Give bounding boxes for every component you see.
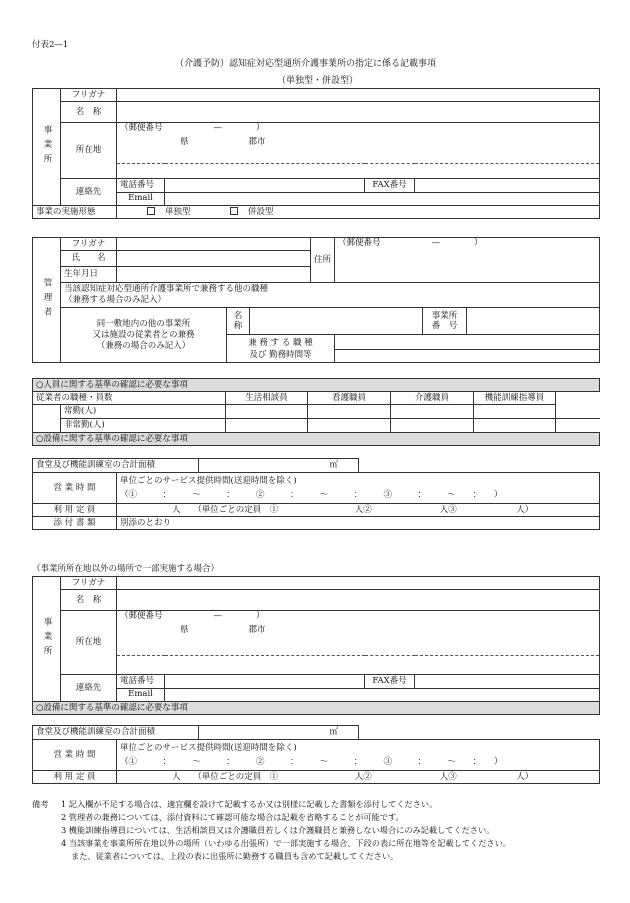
hours-line-1: 単位ごとのサービス提供時間(送迎時間を除く) [120,476,297,486]
full-time-caregiver-field[interactable] [391,405,474,419]
address-line2-field[interactable] [117,164,600,179]
branch-address-field[interactable] [117,611,600,656]
form-code: 付表2—1 [32,40,69,50]
branch-email-field[interactable] [165,688,600,702]
fax-field[interactable] [415,179,600,193]
office-name-field[interactable] [117,102,600,123]
address-label: 所在地 [61,123,117,179]
part-time-caregiver-field[interactable] [391,419,474,433]
branch-sqm-unit: ㎡ [329,727,339,737]
dining-area-label: 食堂及び機能訓練室の合計面積 [33,459,199,473]
attachments-label: 添 付 書 類 [33,517,117,530]
branch-business-hours-label: 営 業 時 間 [33,740,117,771]
same-site-label [61,308,227,363]
hours-line-2: （① ： ～ ： ② ： ～ ： ③ ： ～ ： ） [120,490,503,500]
combined-type-checkbox[interactable] [230,207,238,215]
branch-contact-label: 連絡先 [61,675,117,702]
tel-field[interactable] [165,179,365,193]
combined-type-label: 併設型 [247,206,274,217]
branch-furigana-field[interactable] [117,577,600,590]
staff-section-heading: ○人員に関する基準の確認に必要な事項 [33,379,600,392]
birthdate-label: 生年月日 [61,267,117,283]
part-time-counselor-field[interactable] [226,419,308,433]
branch-capacity-field[interactable] [117,771,600,784]
manager-furigana-label: フリガナ [61,238,117,251]
facility-name-label: 名 称 [227,308,250,335]
manager-name-label: 氏 名 [61,251,117,267]
manager-address-label: 住所 [311,238,335,283]
concurrent-duty-note: （兼務する場合のみ記入） [64,295,167,305]
branch-postal-text: （郵便番号 — ） [120,611,265,621]
same-site-text-2: 又は施設の従業者との兼務 [92,329,195,340]
capacity-text: 人 （単位ごとの定員 ① 人② 人③ 人） [172,504,534,515]
branch-tel-field[interactable] [165,675,365,689]
branch-section-label: 事業所 [33,577,61,702]
email-label: Email [117,192,165,206]
part-time-trainer-field[interactable] [474,419,556,433]
office-section-label: 事業所 [33,89,61,206]
fax-label: FAX番号 [365,179,415,193]
part-time-label: 非常勤(人) [61,419,226,433]
office-table [32,88,600,219]
furigana-label: フリガナ [61,89,117,102]
manager-furigana-field[interactable] [117,238,311,251]
sqm-unit: ㎡ [329,460,339,470]
full-time-counselor-field[interactable] [226,405,308,419]
branch-business-hours-field[interactable] [117,740,600,771]
county-city-text: 郡市 [248,137,266,147]
page-title: （介護予防）認知症対応型通所介護事業所の指定に係る記載事項 [175,59,437,69]
attachments-field: 別添のとおり [117,517,600,530]
same-site-text-3: （兼務の場合のみ記入） [96,340,191,351]
concurrent-job-field[interactable] [335,335,600,350]
mode-options [117,206,600,219]
staff-col-nurse: 看護職員 [308,392,391,405]
manager-table [32,237,600,363]
contact-label: 連絡先 [61,179,117,206]
full-time-trainer-field[interactable] [474,405,556,419]
branch-hours-line-1: 単位ごとのサービス提供時間(送迎時間を除く) [120,743,297,753]
staff-header-label: 従業者の職種・員数 [33,392,226,405]
dining-area-field[interactable] [199,459,359,473]
branch-prefecture-text: 県 [180,625,189,635]
facility-section-heading: ○設備に関する基準の確認に必要な事項 [33,433,600,446]
concurrent-job-label: 兼 務 す る 職 種 及び 勤務時間等 [227,335,335,363]
branch-dining-area-label: 食堂及び機能訓練室の合計面積 [33,726,199,740]
postal-code-text: （郵便番号 — ） [120,123,265,133]
concurrent-duty-text: 当該認知症対応型通所介護事業所で兼務する他の職種 [64,284,269,294]
address-field[interactable] [117,123,600,164]
staff-col-counselor: 生活相談員 [226,392,308,405]
branch-fax-label: FAX番号 [365,675,415,689]
office-number-label: 事業所 番 号 [423,308,467,335]
branch-name-field[interactable] [117,590,600,611]
branch-address-label: 所在地 [61,611,117,675]
branch-name-label: 名 称 [61,590,117,611]
business-hours-field[interactable] [117,473,600,504]
mode-label: 事業の実施形態 [33,206,117,219]
hours-table [32,458,600,530]
concurrent-duty-label [61,283,600,308]
branch-capacity-label: 利 用 定 員 [33,771,117,784]
notes-prefix: 備考 [32,799,49,809]
capacity-label: 利 用 定 員 [33,504,117,517]
branch-county-city-text: 郡市 [248,625,266,635]
branch-hours-line-2: （① ： ～ ： ② ： ～ ： ③ ： ～ ： ） [120,757,503,767]
branch-facility-heading: ○設備に関する基準の確認に必要な事項 [33,702,600,715]
note-item: 2 管理者の兼務については、添付資料にて確認可能な場合は記載を省略することが可能です。 [61,812,404,822]
manager-postal-text: （郵便番号 — ） [338,238,483,248]
prefecture-text: 県 [180,137,189,147]
note-item: 3 機能訓練指導員については、生活相談員又は介護職員若しくは介護職員と兼務しない場合にのみ記載してください。 [61,825,495,835]
manager-section-label: 管理者 [33,238,61,363]
note-item: 4 当該事業を事業所所在地以外の場所（いわゆる出張所）で一部実施する場合、下段の表に所在地等を記載してください。 [61,838,511,848]
business-hours-label: 営 業 時 間 [33,473,117,504]
furigana-field[interactable] [117,89,600,102]
office-name-label: 名 称 [61,102,117,123]
tel-label: 電話番号 [117,179,165,193]
page-subtitle: （単独型・併設型） [277,76,359,86]
single-type-label: 単独型 [165,206,191,217]
branch-dining-area-field[interactable] [199,726,359,740]
branch-address-line2-field[interactable] [117,656,600,675]
staff-col-caregiver: 介護職員 [391,392,474,405]
note-item: また、従業者については、上段の表に出張所に勤務する職員も含めて記載してください。 [71,851,399,861]
same-site-text-1: 同一敷地内の他の事業所 [96,318,191,329]
office-number-field[interactable] [467,308,600,335]
part-time-nurse-field[interactable] [308,419,391,433]
facility-name-field[interactable] [250,308,423,335]
note-item: 1 記入欄が不足する場合は、適宜欄を設けて記載するか又は別様に記載した書類を添付してください。 [61,799,438,809]
branch-hours-table [32,725,600,784]
full-time-label: 常勤(人) [61,405,226,419]
branch-capacity-text: 人 （単位ごとの定員 ① 人② 人③ 人） [172,771,534,782]
branch-heading: （事業所所在地以外の場所で一部実施する場合） [32,564,220,574]
capacity-field[interactable] [117,504,600,517]
manager-address-field[interactable] [335,238,600,283]
branch-email-label: Email [117,688,165,702]
branch-fax-field[interactable] [415,675,600,689]
email-field[interactable] [165,192,600,206]
single-type-checkbox[interactable] [147,207,155,215]
branch-tel-label: 電話番号 [117,675,165,689]
manager-name-field[interactable] [117,251,311,267]
concurrent-hours-field[interactable] [335,350,600,363]
full-time-nurse-field[interactable] [308,405,391,419]
birthdate-field[interactable] [117,267,311,283]
branch-office-table [32,576,600,715]
staff-col-trainer: 機能訓練指導員 [474,392,556,405]
staff-table [32,378,600,446]
branch-furigana-label: フリガナ [61,577,117,590]
